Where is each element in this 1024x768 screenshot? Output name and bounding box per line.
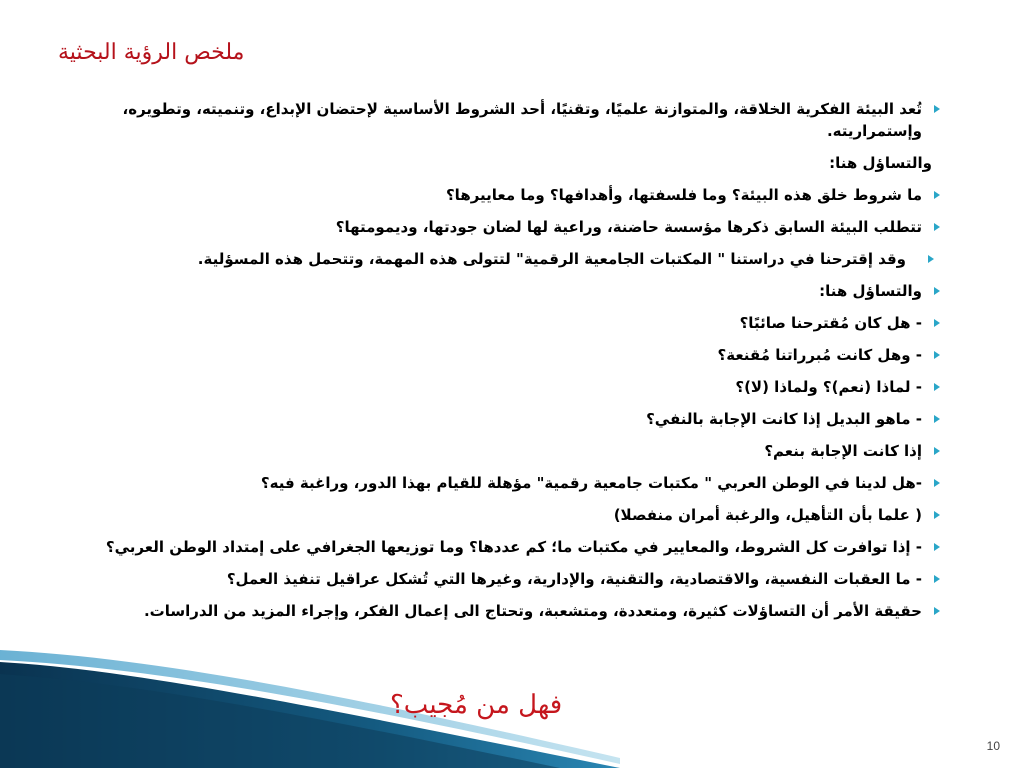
- bullet-arrow-icon: [928, 255, 934, 263]
- bullet-arrow-icon: [934, 479, 940, 487]
- bullet-list: [88, 98, 940, 632]
- list-item: [88, 600, 940, 622]
- list-item-text: - إذا توافرت كل الشروط، والمعايير في مكتبات ما؛ كم عددها؟ وما توزيعها الجغرافي على إمتداد الوطن العربي؟: [105, 538, 922, 556]
- list-item-text: تتطلب البيئة السابق ذكرها مؤسسة حاضنة، وراعية لها لضان جودتها، وديمومتها؟: [335, 218, 922, 236]
- list-item: [88, 248, 940, 270]
- list-item: [88, 376, 940, 398]
- slide-title: ملخص الرؤية البحثية: [58, 40, 245, 65]
- list-item: [88, 312, 940, 334]
- list-item: [88, 98, 940, 142]
- list-item: [88, 280, 940, 302]
- bullet-arrow-icon: [934, 383, 940, 391]
- bullet-arrow-icon: [934, 105, 940, 113]
- bullet-arrow-icon: [934, 351, 940, 359]
- closing-question: فهل من مُجيب؟: [390, 690, 563, 720]
- list-item: [88, 408, 940, 430]
- list-item-text: إذا كانت الإجابة بنعم؟: [764, 442, 922, 460]
- list-item-text: - لماذا (نعم)؟ ولماذا (لا)؟: [735, 378, 922, 396]
- bullet-arrow-icon: [934, 191, 940, 199]
- list-item: [88, 536, 940, 558]
- list-item-text: -هل لدينا في الوطن العربي " مكتبات جامعية رقمية" مؤهلة للقيام بهذا الدور، وراغبة فيه؟: [260, 474, 922, 492]
- list-item-text: ما شروط خلق هذه البيئة؟ وما فلسفتها، وأهدافها؟ وما معاييرها؟: [445, 186, 922, 204]
- bullet-arrow-icon: [934, 447, 940, 455]
- list-item: [88, 152, 940, 174]
- bullet-arrow-icon: [934, 511, 940, 519]
- list-item-text: والتساؤل هنا:: [829, 154, 932, 172]
- list-item-text: - وهل كانت مُبرراتنا مُقنعة؟: [717, 346, 922, 364]
- bullet-arrow-icon: [934, 543, 940, 551]
- bullet-arrow-icon: [934, 223, 940, 231]
- list-item-text: حقيقة الأمر أن التساؤلات كثيرة، ومتعددة، ومتشعبة، وتحتاج الى إعمال الفكر، وإجراء المزيد من الدراسات.: [143, 602, 922, 620]
- list-item-text: - هل كان مُقترحنا صائبًا؟: [739, 314, 922, 332]
- list-item: [88, 440, 940, 462]
- page-number: 10: [986, 739, 1000, 753]
- list-item: [88, 568, 940, 590]
- list-item: [88, 344, 940, 366]
- bullet-arrow-icon: [934, 415, 940, 423]
- list-item-text: - ما العقبات النفسية، والاقتصادية، والتقنية، والإدارية، وغيرها التي تُشكل عراقيل تنفيذ العمل؟: [226, 570, 922, 588]
- list-item-text: وقد إقترحنا في دراستنا " المكتبات الجامعية الرقمية" لتتولى هذه المهمة، وتتحمل هذه المسؤلية.: [197, 250, 906, 268]
- bullet-arrow-icon: [934, 607, 940, 615]
- bullet-arrow-icon: [934, 575, 940, 583]
- bullet-arrow-icon: [934, 287, 940, 295]
- list-item-text: تُعد البيئة الفكرية الخلاقة، والمتوازنة علميًا، وتقنيًا، أحد الشروط الأساسية لإحتضان الإبداع، وتنميته، وتطويره، وإستمراريته.: [122, 100, 922, 140]
- list-item: [88, 472, 940, 494]
- list-item-text: ( علما بأن التأهيل، والرغبة أمران منفصلا): [613, 506, 922, 524]
- list-item: [88, 216, 940, 238]
- list-item-text: - ماهو البديل إذا كانت الإجابة بالنفي؟: [646, 410, 922, 428]
- list-item: [88, 504, 940, 526]
- list-item-text: والتساؤل هنا:: [819, 282, 922, 300]
- bullet-arrow-icon: [934, 319, 940, 327]
- list-item: [88, 184, 940, 206]
